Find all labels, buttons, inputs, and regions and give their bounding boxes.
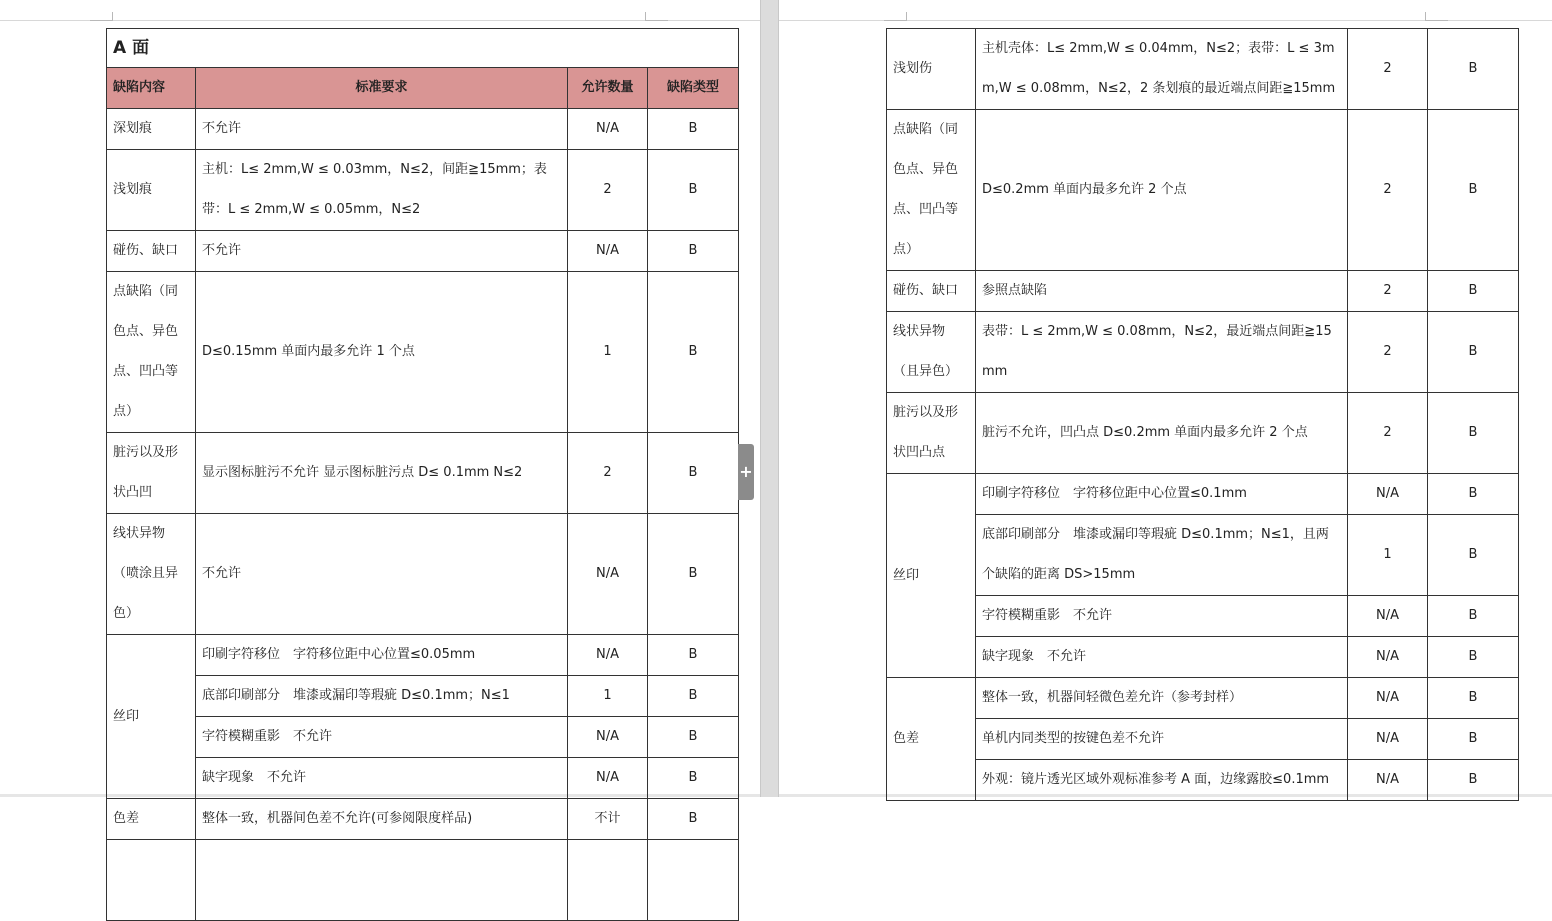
page-gutter — [760, 0, 779, 797]
standard-cell: 字符模糊重影 不允许 — [196, 717, 568, 758]
defect-cell: 浅划伤 — [887, 29, 976, 110]
standard-cell: 显示图标脏污不允许 显示图标脏污点 D≤ 0.1mm N≤2 — [196, 433, 568, 514]
defect-cell-silk: 丝印 — [887, 474, 976, 678]
standard-cell: 缺字现象 不允许 — [976, 637, 1348, 678]
defect-cell: 点缺陷（同色点、异色点、凹凸等点） — [107, 272, 196, 433]
standard-cell: 不允许 — [196, 231, 568, 272]
qty-cell: 1 — [1348, 515, 1428, 596]
margin-corner-mark — [90, 12, 113, 21]
standard-cell: 不允许 — [196, 514, 568, 635]
standard-cell: D≤0.2mm 单面内最多允许 2 个点 — [976, 110, 1348, 271]
defect-cell-color: 色差 — [887, 678, 976, 801]
type-cell: B — [648, 676, 739, 717]
qty-cell: 2 — [1348, 110, 1428, 271]
empty-cell — [196, 840, 568, 921]
qty-cell: N/A — [568, 231, 648, 272]
type-cell: B — [648, 635, 739, 676]
type-cell: B — [1428, 760, 1519, 801]
qty-cell: N/A — [1348, 474, 1428, 515]
table-row — [887, 678, 1519, 719]
empty-cell — [568, 840, 648, 921]
table-row — [887, 271, 1519, 312]
margin-corner-mark — [645, 12, 668, 21]
defect-cell: 脏污以及形状凹凸点 — [887, 393, 976, 474]
document-page-left — [0, 0, 760, 826]
defect-cell: 点缺陷（同色点、异色点、凹凸等点） — [887, 110, 976, 271]
qty-cell: 2 — [1348, 393, 1428, 474]
standard-cell: D≤0.15mm 单面内最多允许 1 个点 — [196, 272, 568, 433]
qty-cell: N/A — [568, 514, 648, 635]
margin-corner-mark — [884, 12, 907, 21]
type-cell: B — [648, 109, 739, 150]
standard-cell: 外观：镜片透光区域外观标准参考 A 面，边缘露胶≤0.1mm — [976, 760, 1348, 801]
standard-cell: 印刷字符移位 字符移位距中心位置≤0.05mm — [196, 635, 568, 676]
type-cell: B — [1428, 393, 1519, 474]
section-title: A 面 — [107, 29, 739, 68]
defect-cell: 深划痕 — [107, 109, 196, 150]
qty-cell: N/A — [1348, 760, 1428, 801]
standard-cell: 表带：L ≤ 2mm,W ≤ 0.08mm，N≤2，最近端点间距≧15mm — [976, 312, 1348, 393]
qty-cell: 2 — [1348, 271, 1428, 312]
qty-cell: N/A — [568, 109, 648, 150]
defect-cell: 线状异物（喷涂且异色） — [107, 514, 196, 635]
table-row — [887, 515, 1519, 596]
table-row — [107, 758, 739, 799]
expand-plus-icon[interactable]: + — [738, 444, 754, 500]
standard-cell: 单机内同类型的按键色差不允许 — [976, 719, 1348, 760]
qty-cell: N/A — [568, 758, 648, 799]
qty-cell: 2 — [568, 433, 648, 514]
standard-cell: 主机壳体：L≤ 2mm,W ≤ 0.04mm，N≤2；表带：L ≤ 3mm,W ≤ 0.08mm，N≤2，2 条划痕的最近端点间距≧15mm — [976, 29, 1348, 110]
standard-cell: 整体一致，机器间色差不允许(可参阅限度样品) — [196, 799, 568, 840]
defect-table-continued — [886, 28, 1519, 801]
standard-cell: 参照点缺陷 — [976, 271, 1348, 312]
table-row — [107, 433, 739, 514]
standard-cell: 主机：L≤ 2mm,W ≤ 0.03mm，N≤2，间距≧15mm；表带：L ≤ 2mm,W ≤ 0.05mm，N≤2 — [196, 150, 568, 231]
standard-cell: 底部印刷部分 堆漆或漏印等瑕疵 D≤0.1mm；N≤1 — [196, 676, 568, 717]
type-cell: B — [648, 150, 739, 231]
qty-cell: N/A — [1348, 719, 1428, 760]
table-row — [887, 637, 1519, 678]
table-row — [107, 676, 739, 717]
defect-cell-silk: 丝印 — [107, 635, 196, 799]
type-cell: B — [1428, 271, 1519, 312]
type-cell: B — [1428, 474, 1519, 515]
defect-cell: 色差 — [107, 799, 196, 840]
standard-cell: 印刷字符移位 字符移位距中心位置≤0.1mm — [976, 474, 1348, 515]
margin-corner-mark — [1425, 12, 1448, 21]
header-defect: 缺陷内容 — [107, 68, 196, 109]
table-title-row — [107, 29, 739, 68]
defect-cell: 浅划痕 — [107, 150, 196, 231]
table-row — [107, 717, 739, 758]
type-cell: B — [648, 717, 739, 758]
qty-cell: 2 — [1348, 312, 1428, 393]
qty-cell: N/A — [568, 717, 648, 758]
type-cell: B — [1428, 29, 1519, 110]
qty-cell: N/A — [568, 635, 648, 676]
type-cell: B — [1428, 678, 1519, 719]
header-qty: 允许数量 — [568, 68, 648, 109]
defect-cell: 脏污以及形状凸凹 — [107, 433, 196, 514]
defect-table-a-side — [106, 28, 739, 921]
table-header-row — [107, 68, 739, 109]
table-row — [887, 393, 1519, 474]
table-row — [107, 635, 739, 676]
standard-cell: 整体一致，机器间轻微色差允许（参考封样） — [976, 678, 1348, 719]
empty-cell — [648, 840, 739, 921]
table-row — [887, 474, 1519, 515]
type-cell: B — [648, 758, 739, 799]
table-row — [107, 150, 739, 231]
table-row — [887, 596, 1519, 637]
table-row — [107, 514, 739, 635]
header-type: 缺陷类型 — [648, 68, 739, 109]
header-standard: 标准要求 — [196, 68, 568, 109]
qty-cell: 1 — [568, 272, 648, 433]
standard-cell: 不允许 — [196, 109, 568, 150]
type-cell: B — [1428, 637, 1519, 678]
qty-cell: N/A — [1348, 637, 1428, 678]
table-row — [107, 799, 739, 840]
standard-cell: 脏污不允许，凹凸点 D≤0.2mm 单面内最多允许 2 个点 — [976, 393, 1348, 474]
table-row — [887, 312, 1519, 393]
defect-cell: 碰伤、缺口 — [107, 231, 196, 272]
type-cell: B — [648, 514, 739, 635]
defect-cell: 碰伤、缺口 — [887, 271, 976, 312]
standard-cell: 字符模糊重影 不允许 — [976, 596, 1348, 637]
type-cell: B — [1428, 596, 1519, 637]
table-row — [887, 719, 1519, 760]
table-row — [887, 29, 1519, 110]
empty-cell — [107, 840, 196, 921]
type-cell: B — [1428, 719, 1519, 760]
qty-cell: 不计 — [568, 799, 648, 840]
qty-cell: 1 — [568, 676, 648, 717]
table-row-empty — [107, 840, 739, 921]
qty-cell: 2 — [1348, 29, 1428, 110]
qty-cell: N/A — [1348, 596, 1428, 637]
table-row — [107, 231, 739, 272]
type-cell: B — [648, 231, 739, 272]
table-row — [887, 110, 1519, 271]
qty-cell: N/A — [1348, 678, 1428, 719]
table-row — [107, 109, 739, 150]
standard-cell: 底部印刷部分 堆漆或漏印等瑕疵 D≤0.1mm；N≤1，且两个缺陷的距离 DS>15mm — [976, 515, 1348, 596]
type-cell: B — [648, 272, 739, 433]
type-cell: B — [648, 433, 739, 514]
qty-cell: 2 — [568, 150, 648, 231]
type-cell: B — [648, 799, 739, 840]
standard-cell: 缺字现象 不允许 — [196, 758, 568, 799]
table-row — [887, 760, 1519, 801]
type-cell: B — [1428, 515, 1519, 596]
type-cell: B — [1428, 110, 1519, 271]
type-cell: B — [1428, 312, 1519, 393]
table-row — [107, 272, 739, 433]
defect-cell: 线状异物（且异色） — [887, 312, 976, 393]
